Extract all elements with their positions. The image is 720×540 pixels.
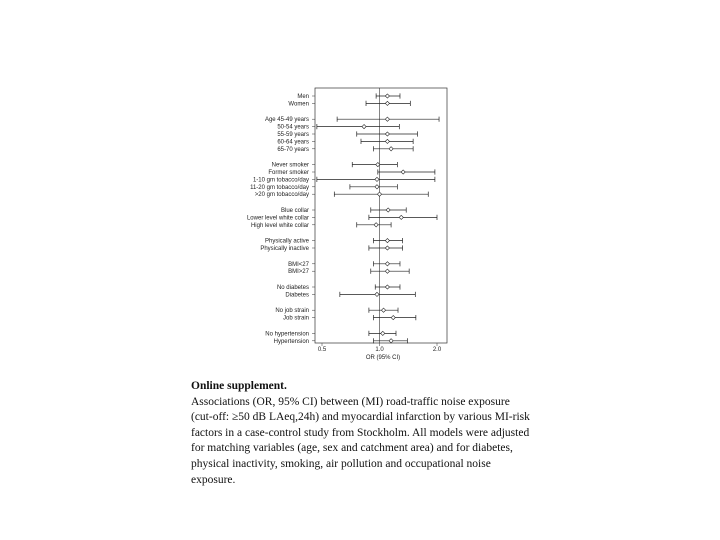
row-label: No hypertension xyxy=(265,331,309,338)
or-point-marker xyxy=(385,269,389,273)
x-tick-label: 1.0 xyxy=(375,347,384,353)
row-label: >20 gm tobacco/day xyxy=(254,192,309,199)
or-point-marker xyxy=(385,117,389,121)
forest-row xyxy=(274,338,408,345)
row-label: Lower level white collar xyxy=(246,215,309,222)
forest-row xyxy=(283,315,416,322)
or-point-marker xyxy=(381,331,385,335)
or-point-marker xyxy=(389,339,393,343)
or-point-marker xyxy=(385,262,389,266)
forest-row xyxy=(268,169,435,176)
row-label: Women xyxy=(288,101,309,108)
forest-row xyxy=(277,139,413,146)
row-label: 65-70 years xyxy=(277,146,309,153)
row-label: Physically active xyxy=(264,238,309,245)
or-point-marker xyxy=(399,215,403,219)
row-label: No job strain xyxy=(275,308,309,315)
forest-row xyxy=(288,261,400,268)
forest-row xyxy=(272,162,398,169)
or-point-marker xyxy=(386,208,390,212)
or-point-marker xyxy=(401,170,405,174)
forest-row xyxy=(277,146,413,153)
row-label: Men xyxy=(297,94,309,100)
forest-row xyxy=(288,269,409,276)
forest-row xyxy=(281,207,406,214)
forest-row xyxy=(253,177,435,184)
row-label: Hypertension xyxy=(273,338,309,345)
row-label: BMI>27 xyxy=(288,269,309,276)
or-point-marker xyxy=(385,239,389,243)
or-point-marker xyxy=(385,246,389,250)
row-label: Physically inactive xyxy=(260,246,309,252)
row-label: 55-59 years xyxy=(277,132,309,138)
or-point-marker xyxy=(385,101,389,105)
forest-row xyxy=(251,222,391,229)
or-point-marker xyxy=(389,147,393,151)
forest-row xyxy=(288,101,410,108)
caption-body: Associations (OR, 95% CI) between (MI) road-traffic noise exposure (cut-off: ≥50 dB LAeq,24h) and myocardial infarction by various MI-risk factors in a case-control study from Stockholm. All models were adjusted for matching variables (age, sex and catchment area) and for diabetes, physical inactivity, smoking, air pollution and occupational noise exposure. xyxy=(191,395,530,486)
or-point-marker xyxy=(385,132,389,136)
forest-row xyxy=(285,292,415,299)
row-label: Diabetes xyxy=(285,292,309,299)
forest-row xyxy=(260,245,402,252)
forest-rows xyxy=(247,93,439,344)
or-point-marker xyxy=(385,94,389,98)
row-label: High level white collar xyxy=(250,222,309,229)
x-axis-label: OR (95% CI) xyxy=(365,355,401,361)
row-label: 60-64 years xyxy=(277,139,309,146)
row-label: Job strain xyxy=(282,315,309,322)
figure-caption xyxy=(191,379,531,488)
row-label: No diabetes xyxy=(276,285,309,291)
or-point-marker xyxy=(362,125,366,129)
or-point-marker xyxy=(391,316,395,320)
row-label: BMI<27 xyxy=(288,261,309,268)
forest-row xyxy=(255,192,428,199)
or-point-marker xyxy=(381,308,385,312)
x-tick-label: 2.0 xyxy=(432,347,442,353)
caption-title: Online supplement. xyxy=(191,380,287,392)
or-point-marker xyxy=(375,185,379,189)
or-point-marker xyxy=(385,139,389,143)
row-label: 11-20 gm tobacco/day xyxy=(250,184,309,191)
forest-row xyxy=(265,331,396,338)
forest-row xyxy=(247,215,437,222)
forest-row xyxy=(297,93,400,100)
forest-row xyxy=(265,117,439,124)
row-label: 50-54 years xyxy=(277,124,309,131)
row-label: Age 45-49 years xyxy=(264,117,309,124)
x-tick-label: 0.5 xyxy=(317,347,327,353)
forest-row xyxy=(277,284,400,291)
or-point-marker xyxy=(377,192,381,196)
or-point-marker xyxy=(375,292,379,296)
or-point-marker xyxy=(374,223,378,227)
forest-row xyxy=(250,184,397,191)
forest-row xyxy=(277,131,417,138)
x-axis xyxy=(318,343,442,353)
row-label: Never smoker xyxy=(271,162,309,169)
or-point-marker xyxy=(385,285,389,289)
row-label: Former smoker xyxy=(268,170,309,176)
row-label: 1-10 gm tobacco/day xyxy=(252,177,309,184)
forest-row xyxy=(277,124,399,131)
forest-row xyxy=(265,238,403,245)
or-point-marker xyxy=(375,177,379,181)
row-label: Blue collar xyxy=(280,208,309,214)
